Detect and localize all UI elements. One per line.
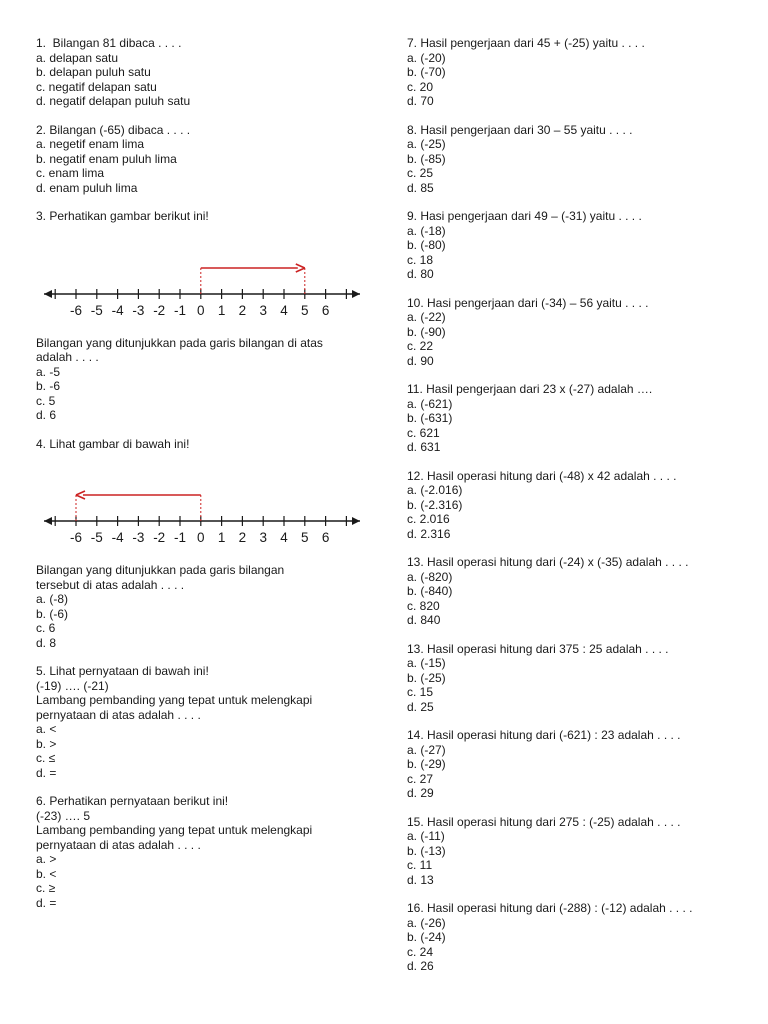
question-line: (-19) …. (-21) — [36, 678, 109, 693]
question-line: a. (-8) — [36, 592, 69, 606]
question-block — [407, 901, 747, 974]
question-block — [36, 36, 376, 109]
question-line: c. 22 — [407, 339, 434, 353]
number-line-tick-label: -2 — [153, 530, 166, 545]
question-line: c. 2.016 — [407, 512, 450, 526]
question-text: 3. Perhatikan gambar berikut ini! — [36, 209, 209, 223]
number-line-tick-label: 1 — [217, 530, 226, 545]
question-line: c. 820 — [407, 598, 440, 613]
number-line-tick-label: 4 — [280, 302, 288, 318]
number-line — [36, 487, 376, 549]
question-text: 11. Hasil pengerjaan dari 23 x (-27) adalah …. — [407, 382, 653, 396]
question-line: d. 26 — [407, 959, 434, 973]
question-line: d. 29 — [407, 786, 434, 800]
axis-arrowhead-right — [352, 517, 360, 525]
question-line: c. 20 — [407, 79, 434, 94]
question-text: 9. Hasi pengerjaan dari 49 – (-31) yaitu . . . . — [407, 209, 642, 223]
question-line: d. 85 — [407, 180, 434, 195]
question-line: c. ≥ — [36, 881, 56, 895]
question-line: c. 15 — [407, 685, 434, 699]
question-line: b. (-29) — [407, 757, 446, 771]
question-line: c. 25 — [407, 166, 434, 180]
number-line-tick-label: -2 — [153, 302, 166, 318]
number-line-tick-label: 4 — [280, 530, 288, 545]
question-block — [36, 664, 376, 780]
question-line: Lambang pembanding yang tepat untuk melengkapi — [36, 693, 313, 707]
axis-arrowhead-left — [44, 290, 52, 298]
question-block — [407, 642, 747, 715]
question-block — [36, 209, 376, 423]
question-line: a. delapan satu — [36, 50, 119, 65]
question-line: b. (-631) — [407, 411, 453, 425]
question-text: 16. Hasil operasi hitung dari (-288) : (-12) adalah . . . . — [407, 901, 693, 915]
number-line-tick-label: 6 — [321, 302, 330, 318]
number-line-tick-label: -6 — [69, 302, 83, 318]
question-line: tersebut di atas adalah . . . . — [36, 577, 185, 592]
question-text: 6. Perhatikan pernyataan berikut ini! — [36, 794, 229, 808]
question-block — [407, 815, 747, 888]
question-text: 4. Lihat gambar di bawah ini! — [36, 436, 190, 451]
number-line-tick-label: 3 — [259, 530, 267, 545]
number-line-tick-label: -4 — [111, 302, 124, 318]
question-line: b. (-840) — [407, 584, 453, 598]
right-column — [407, 36, 747, 988]
question-line: a. (-27) — [407, 742, 446, 757]
question-line: d. 80 — [407, 267, 434, 281]
question-line: b. negatif enam puluh lima — [36, 151, 177, 166]
question-line: d. 840 — [407, 613, 441, 627]
question-line: b. (-90) — [407, 324, 446, 339]
question-line: c. ≤ — [36, 751, 56, 765]
number-line-tick-label: 0 — [197, 530, 205, 545]
question-line: d. 8 — [36, 635, 57, 650]
number-line-tick-label: -4 — [111, 530, 124, 545]
question-text: 14. Hasil operasi hitung dari (-621) : 23 adalah . . . . — [407, 728, 681, 742]
question-line: c. 5 — [36, 393, 56, 408]
question-block — [36, 437, 376, 651]
question-block — [407, 123, 747, 196]
question-line: b. (-25) — [407, 670, 446, 685]
axis-arrowhead-left — [44, 517, 52, 525]
question-text: 1. Bilangan 81 dibaca . . . . — [36, 36, 182, 50]
question-line: b. (-6) — [36, 606, 69, 621]
question-line: a. negetif enam lima — [36, 137, 145, 151]
question-line: c. 11 — [407, 858, 433, 872]
question-block — [407, 728, 747, 801]
question-line: d. 25 — [407, 699, 434, 714]
question-line: d. 90 — [407, 353, 434, 368]
question-line: a. (-11) — [407, 829, 445, 843]
question-line: b. (-2.316) — [407, 497, 463, 512]
question-block — [407, 36, 747, 109]
question-line: c. 27 — [407, 771, 434, 786]
question-block — [36, 123, 376, 196]
question-block — [36, 794, 376, 910]
number-line-tick-label: 2 — [238, 302, 247, 318]
question-text: 2. Bilangan (-65) dibaca . . . . — [36, 122, 191, 137]
number-line-tick-label: 5 — [301, 530, 309, 545]
question-line: b. > — [36, 736, 57, 751]
number-line-tick-label: 2 — [238, 530, 247, 545]
question-block — [407, 555, 747, 628]
number-line-tick-label: -3 — [132, 530, 145, 545]
question-line: d. 6 — [36, 408, 57, 422]
question-line: b. -6 — [36, 379, 61, 393]
number-line-tick-label: -3 — [132, 302, 145, 318]
question-line: b. (-13) — [407, 843, 446, 858]
number-line-figure — [36, 260, 366, 322]
question-text: 15. Hasil operasi hitung dari 275 : (-25) adalah . . . . — [407, 814, 681, 829]
question-text: 13. Hasil operasi hitung dari 375 : 25 adalah . . . . — [407, 641, 669, 656]
question-block — [407, 296, 747, 369]
question-line: a. (-15) — [407, 656, 446, 670]
question-line: a. (-820) — [407, 569, 453, 584]
question-line: adalah . . . . — [36, 350, 99, 364]
question-line: pernyataan di atas adalah . . . . — [36, 707, 201, 722]
question-line: d. 2.316 — [407, 526, 451, 541]
question-line: a. (-621) — [407, 396, 453, 411]
question-line: pernyataan di atas adalah . . . . — [36, 837, 201, 852]
number-line-tick-label: -1 — [173, 302, 187, 318]
question-line: c. 18 — [407, 252, 434, 267]
question-line: Bilangan yang ditunjukkan pada garis bilangan di atas — [36, 335, 323, 350]
question-line: a. (-22) — [407, 310, 446, 324]
question-line: c. enam lima — [36, 166, 105, 180]
question-block — [407, 209, 747, 282]
question-line: Bilangan yang ditunjukkan pada garis bilangan — [36, 563, 285, 577]
left-column — [36, 36, 376, 924]
question-line: d. 13 — [407, 872, 434, 887]
question-line: d. 631 — [407, 440, 441, 454]
number-line-tick-label: 6 — [321, 530, 330, 545]
number-line-tick-label: -5 — [90, 530, 103, 545]
question-line: d. = — [36, 895, 57, 910]
number-line-tick-label: 0 — [197, 302, 205, 318]
question-line: b. (-80) — [407, 238, 446, 252]
number-line-tick-label: -6 — [69, 530, 83, 545]
question-line: a. (-26) — [407, 915, 446, 930]
question-line: d. enam puluh lima — [36, 180, 138, 195]
question-line: d. = — [36, 765, 57, 780]
question-block — [407, 382, 747, 455]
number-line-tick-label: 1 — [217, 302, 226, 318]
axis-arrowhead-right — [352, 290, 360, 298]
question-line: b. (-85) — [407, 151, 446, 166]
question-line: a. (-18) — [407, 223, 446, 238]
question-line: b. delapan puluh satu — [36, 65, 151, 79]
number-line-tick-label: -1 — [173, 530, 187, 545]
question-line: d. 70 — [407, 94, 434, 108]
number-line-figure — [36, 487, 366, 549]
question-line: c. negatif delapan satu — [36, 79, 157, 94]
question-line: a. (-2.016) — [407, 483, 463, 497]
number-line-tick-label: -5 — [90, 302, 103, 318]
question-line: b. (-24) — [407, 930, 446, 944]
question-text: 7. Hasil pengerjaan dari 45 + (-25) yaitu . . . . — [407, 36, 645, 50]
question-line: c. 621 — [407, 425, 440, 440]
number-line-tick-label: 3 — [259, 302, 267, 318]
number-line — [36, 260, 376, 322]
question-text: 12. Hasil operasi hitung dari (-48) x 42 adalah . . . . — [407, 468, 677, 483]
question-text: 8. Hasil pengerjaan dari 30 – 55 yaitu . . . . — [407, 122, 633, 137]
question-line: c. 6 — [36, 621, 56, 635]
question-block — [407, 469, 747, 542]
question-text: 5. Lihat pernyataan di bawah ini! — [36, 664, 209, 678]
question-line: c. 24 — [407, 944, 434, 959]
question-text: 13. Hasil operasi hitung dari (-24) x (-35) adalah . . . . — [407, 555, 689, 569]
question-line: b. < — [36, 866, 57, 881]
question-line: d. negatif delapan puluh satu — [36, 94, 191, 108]
question-line: (-23) …. 5 — [36, 808, 91, 823]
question-line: a. < — [36, 722, 57, 736]
number-line-tick-label: 5 — [301, 302, 309, 318]
question-line: b. (-70) — [407, 65, 446, 79]
question-line: a. > — [36, 852, 57, 866]
question-line: a. -5 — [36, 364, 61, 379]
question-text: 10. Hasi pengerjaan dari (-34) – 56 yaitu . . . . — [407, 295, 649, 310]
question-line: a. (-25) — [407, 137, 446, 151]
question-line: a. (-20) — [407, 50, 446, 65]
question-line: Lambang pembanding yang tepat untuk melengkapi — [36, 823, 313, 837]
